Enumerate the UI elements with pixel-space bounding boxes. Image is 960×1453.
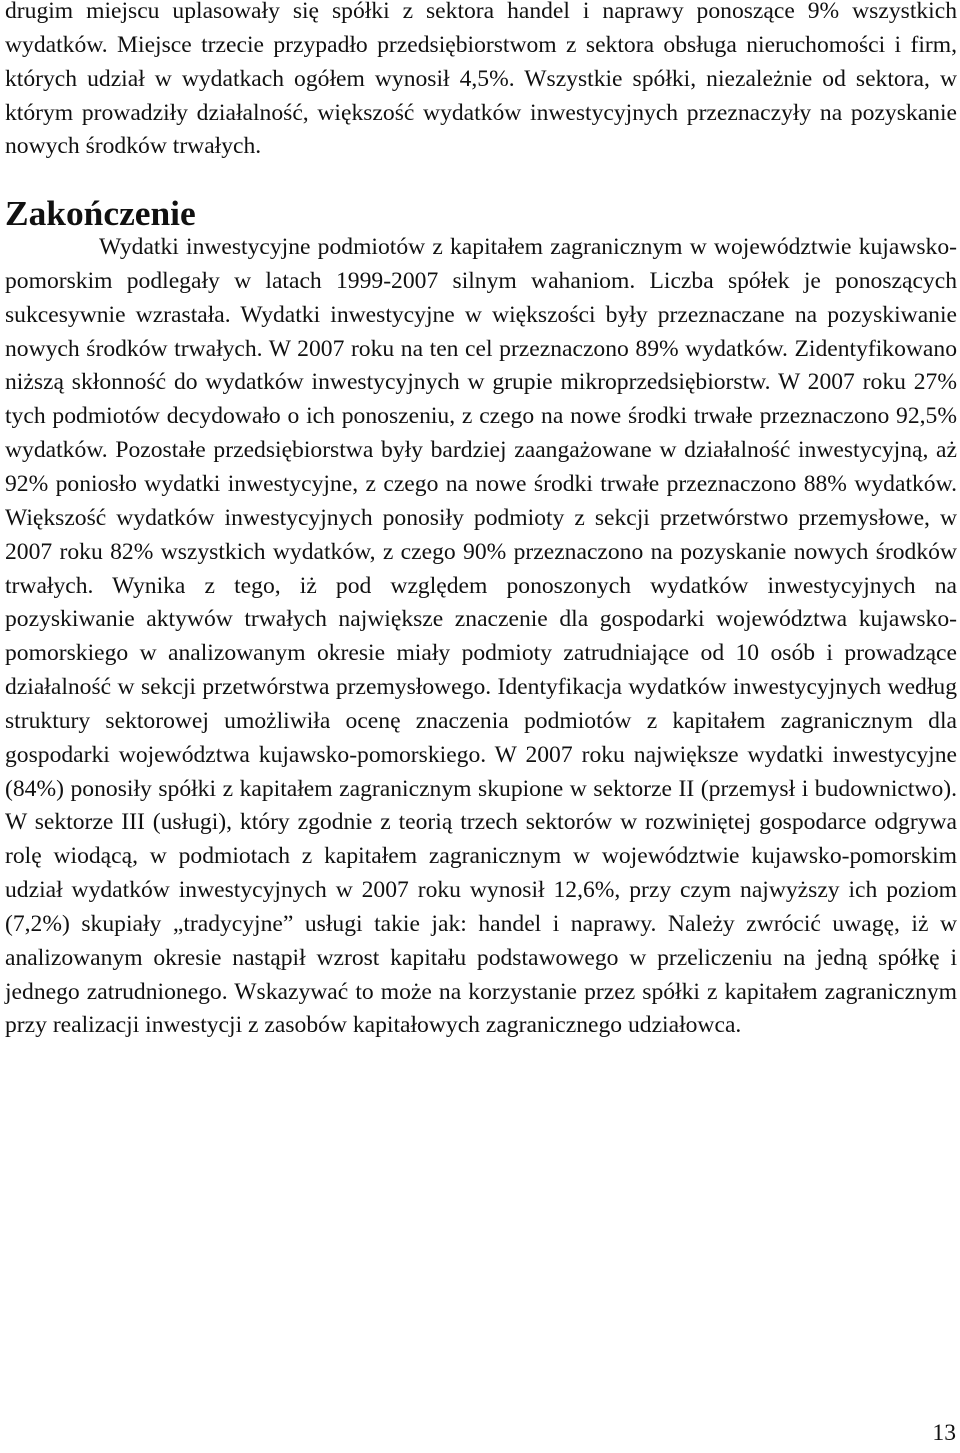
intro-paragraph: drugim miejscu uplasowały się spółki z sektora handel i naprawy ponoszące 9% wszystkich wydatków. Miejsce trzecie przypadło przedsiębiorstwom z sektora obsługa nieruchomości i firm, których udział w wydatkach ogółem wynosił 4,5%. Wszystkie spółki, niezależnie od sektora, w którym prowadziły działalność, większość wydatków inwestycyjnych przeznaczyły na pozyskanie nowych środków trwałych. xyxy=(5,0,957,160)
section-heading: Zakończenie xyxy=(5,193,196,234)
page-number: 13 xyxy=(932,1420,956,1446)
document-page xyxy=(5,0,957,1043)
conclusion-paragraph: Wydatki inwestycyjne podmiotów z kapitałem zagranicznym w województwie kujawsko-pomorskim podlegały w latach 1999-2007 silnym wahaniom. Liczba spółek je ponoszących sukcesywnie wzrastała. Wydatki inwestycyjne w większości były przeznaczane na pozyskiwanie nowych środków trwałych. W 2007 roku na ten cel przeznaczono 89% wydatków. Zidentyfikowano niższą skłonność do wydatków inwestycyjnych w grupie mikroprzedsiębiorstw. W 2007 roku 27% tych podmiotów decydowało o ich ponoszeniu, z czego na nowe środki trwałe przeznaczono 92,5% wydatków. Pozostałe przedsiębiorstwa były bardziej zaangażowane w działalność inwestycyjną, aż 92% poniosło wydatki inwestycyjne, z czego na nowe środki trwałe przeznaczono 88% wydatków. Większość wydatków inwestycyjnych ponosiły podmioty z sekcji przetwórstwo przemysłowe, w 2007 roku 82% wszystkich wydatków, z czego 90% przeznaczono na pozyskanie nowych środków trwałych. Wynika z tego, iż pod względem ponoszonych wydatków inwestycyjnych na pozyskiwanie aktywów trwałych największe znaczenie dla gospodarki województwa kujawsko-pomorskiego w analizowanym okresie miały podmioty zatrudniające od 10 osób i prowadzące działalność w sekcji przetwórstwa przemysłowego. Identyfikacja wydatków inwestycyjnych według struktury sektorowej umożliwiła ocenę znaczenia podmiotów z kapitałem zagranicznym dla gospodarki województwa kujawsko-pomorskiego. W 2007 roku największe wydatki inwestycyjne (84%) ponosiły spółki z kapitałem zagranicznym skupione w sektorze II (przemysł i budownictwo). W sektorze III (usługi), który zgodnie z teorią trzech sektorów w rozwiniętej gospodarce odgrywa rolę wiodącą, w podmiotach z kapitałem zagranicznym w województwie kujawsko-pomorskim udział wydatków inwestycyjnych w 2007 roku wynosił 12,6%, przy czym najwyższy ich poziom (7,2%) skupiały „tradycyjne” usługi takie jak: handel i naprawy. Należy zwrócić uwagę, iż w analizowanym okresie nastąpił wzrost kapitału podstawowego w przeliczeniu na jedną spółkę i jednego zatrudnionego. Wskazywać to może na korzystanie przez spółki z kapitałem zagranicznym przy realizacji inwestycji z zasobów kapitałowych zagranicznego udziałowca. xyxy=(5,234,957,1039)
